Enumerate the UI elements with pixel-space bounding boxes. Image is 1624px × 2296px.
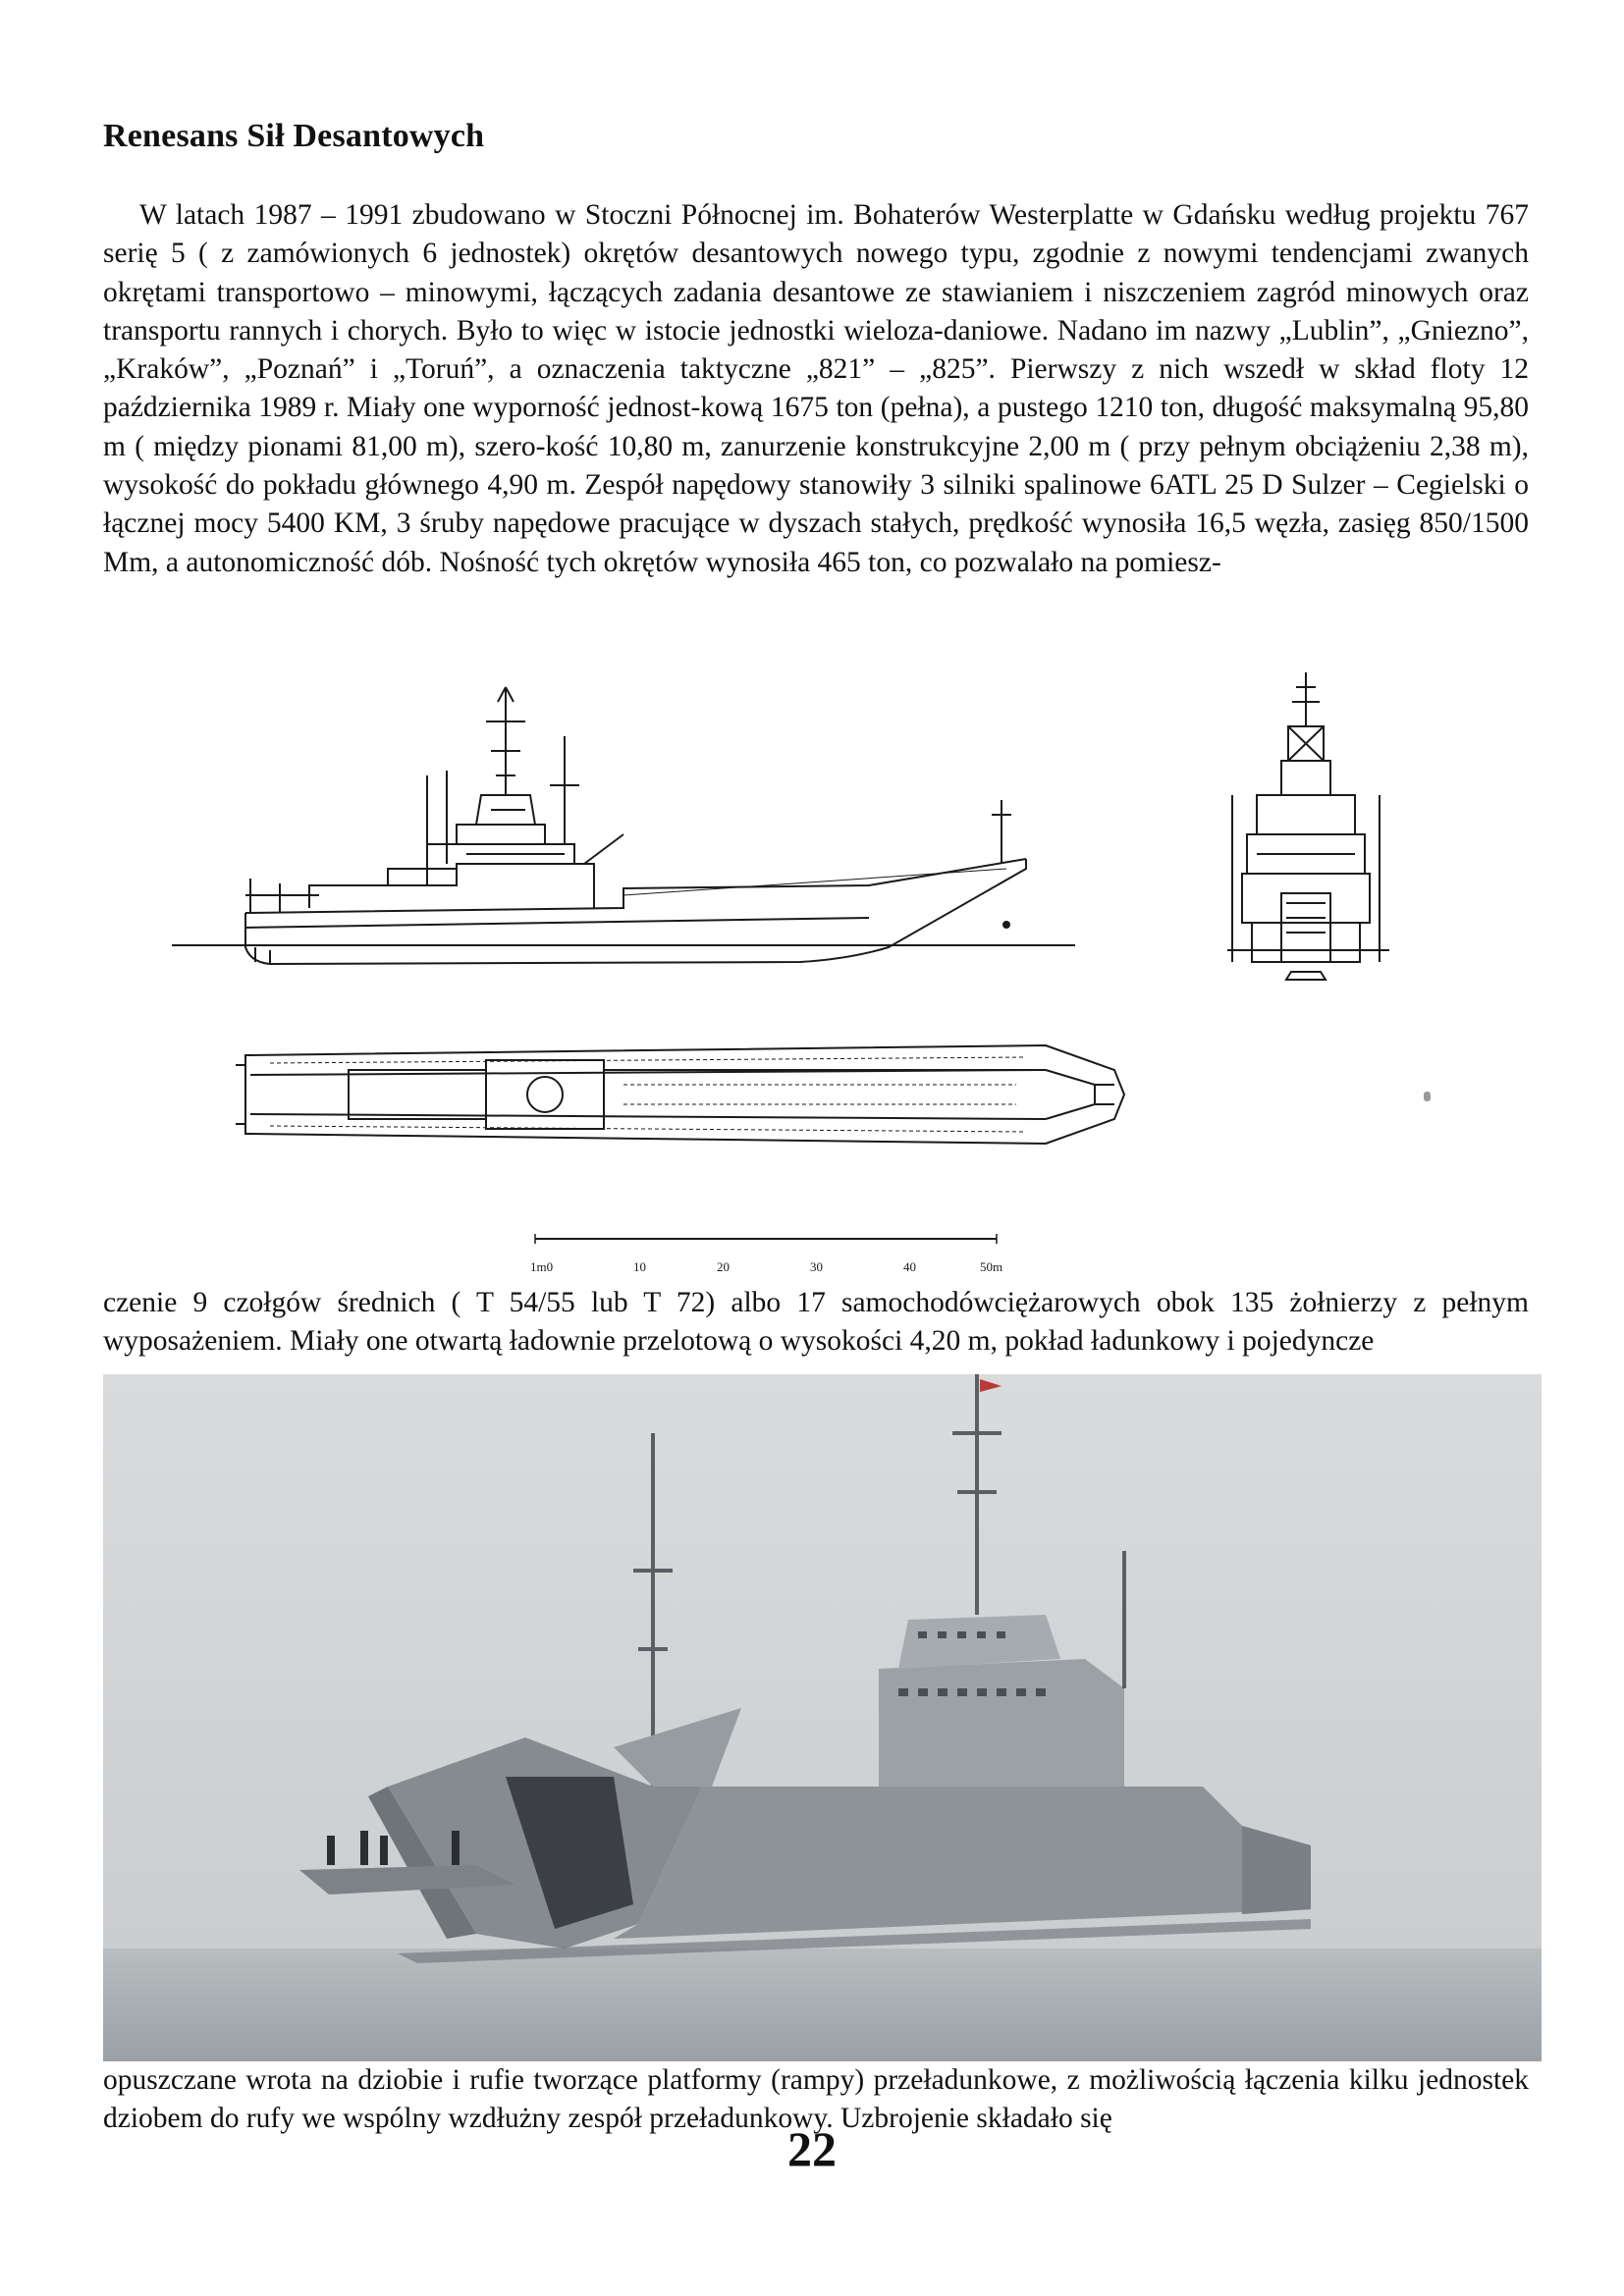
scale-label-30: 30 <box>810 1259 823 1274</box>
ship-end-view-drawing <box>1227 667 1389 982</box>
body-paragraph-3: opuszczane wrota na dziobie i rufie tworzące platformy (rampy) przeładunkowe, z możliwością łączenia kilku jednostek dziobem do rufy we wspólny wzdłużny zespół przeładunkowy. Uzbrojenie składało się <box>103 2064 1529 2135</box>
scale-label-50m: 50m <box>980 1259 1003 1274</box>
body-paragraph-2: czenie 9 czołgów średnich ( T 54/55 lub T 72) albo 17 samochodówciężarowych obok 135 żołnierzy z pełnym wyposażeniem. Miały one otwartą ładownie przelotową o wysokości 4,20 m, pokład ładunkowy i pojedyncze <box>103 1287 1529 1358</box>
scale-label-40: 40 <box>903 1259 916 1274</box>
page-number: 22 <box>787 2121 837 2176</box>
scale-label-10: 10 <box>633 1259 646 1274</box>
scale-bar <box>511 1227 1041 1281</box>
body-paragraph-1: W latach 1987 – 1991 zbudowano w Stoczni Północnej im. Bohaterów Westerplatte w Gdańsku według projektu 767 serię 5 ( z zamówionych 6 jednostek) okrętów desantowych nowego typu, zgodnie z nowymi tendencjami zwanych okrętami transportowo – minowymi, łączących zadania desantowe ze stawianiem i niszczeniem zagród minowych oraz transportu rannych i chorych. Było to więc w istocie jednostki wieloza-daniowe. Nadano im nazwy „Lublin”, „Gniezno”, „Kraków”, „Poznań” i „Toruń”, a oznaczenia taktyczne „821” – „825”. Pierwszy z nich wszedł w skład floty 12 października 1989 r. Miały one wyporność jednost-kową 1675 ton (pełna), a pustego 1210 ton, długość maksymalną 95,80 m ( między pionami 81,00 m), szero-kość 10,80 m, zanurzenie konstrukcyjne 2,00 m ( przy pełnym obciążeniu 2,38 m), wysokość do pokładu głównego 4,90 m. Zespół napędowy stanowiły 3 silniki spalinowe 6ATL 25 D Sulzer – Cegielski o łącznej mocy 5400 KM, 3 śruby napędowe pracujące w dyszach stałych, prędkość wynosiła 16,5 węzła, zasięg 850/1500 Mm, a autonomiczność dób. Nośność tych okrętów wynosiła 465 ton, co pozwalało na pomiesz- <box>103 199 1529 578</box>
ship-deck-plan-drawing <box>231 1031 1149 1158</box>
scale-label-0: 1m0 <box>530 1259 554 1274</box>
scale-label-20: 20 <box>717 1259 730 1274</box>
page-heading: Renesans Sił Desantowych <box>103 118 485 154</box>
ship-profile-drawing <box>162 667 1114 982</box>
ship-photo <box>103 1374 1542 2061</box>
scan-artifact <box>1424 1092 1431 1101</box>
